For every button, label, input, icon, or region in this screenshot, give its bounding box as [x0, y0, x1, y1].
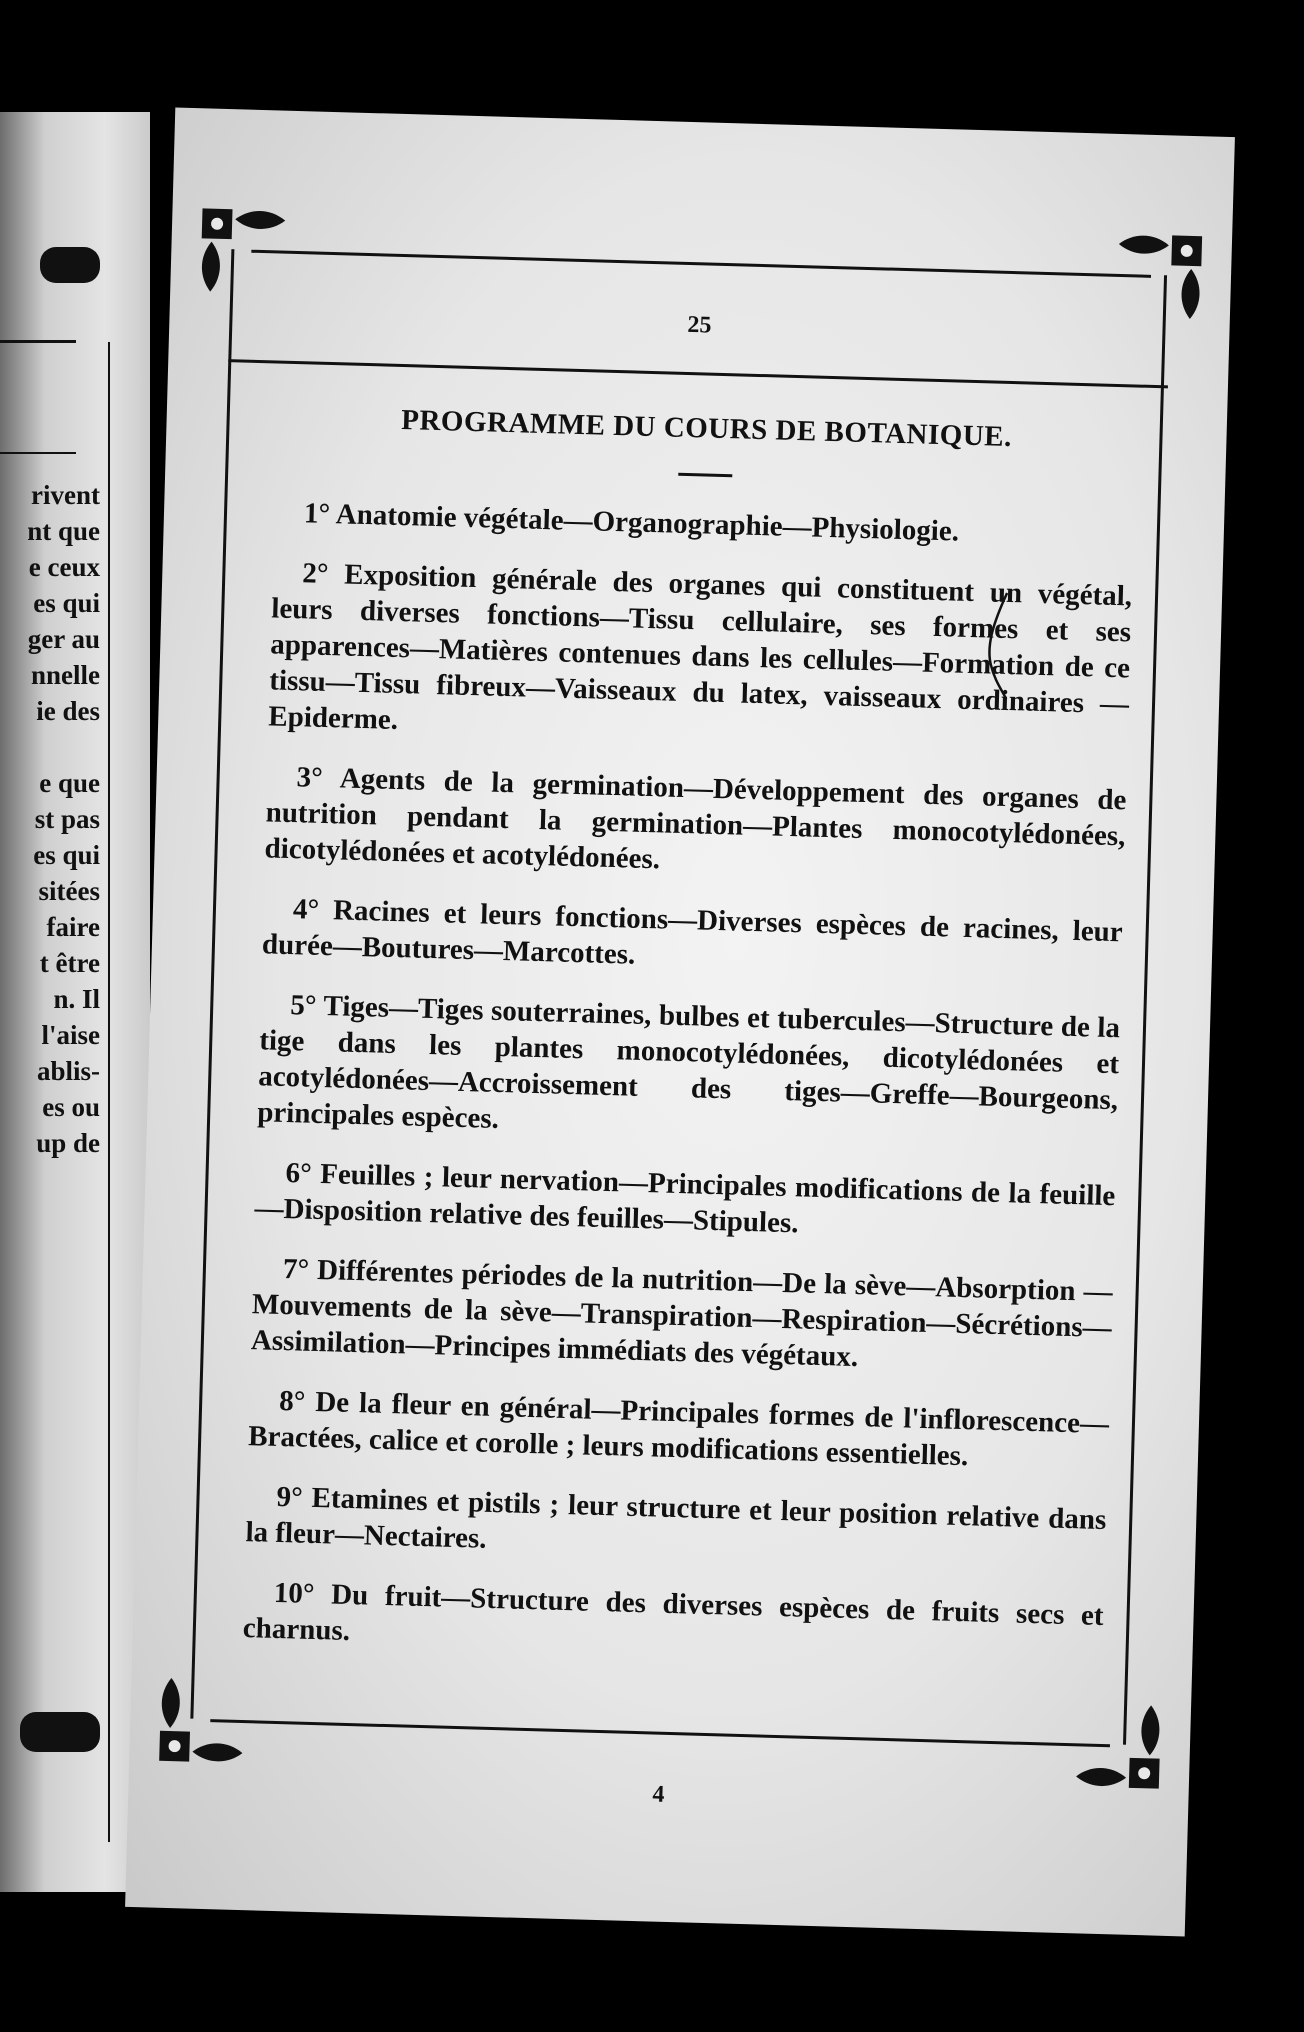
left-page-line: es qui: [33, 840, 100, 870]
left-page-line: st pas: [34, 804, 100, 834]
program-item: 5° Tiges—Tiges souterraines, bulbes et tubercules—Structure de la tige dans les plantes monocotylédonées, dicotylédonées et acotylédonées—Accroissement des tiges—Greffe—Bourgeons, principales espèces.: [256, 989, 1121, 1135]
left-page-line: faire: [46, 912, 100, 942]
left-page-line: up de: [36, 1128, 100, 1158]
book-page: [125, 108, 1235, 1937]
title-rule: [678, 473, 732, 478]
left-page-line: e que: [39, 768, 100, 798]
program-item: 7° Différentes périodes de la nutrition—De la sève—Absorption —Mouvements de la sève—Transpiration—Respiration—Sécrétions—Assimilation—Principes immédiats des végétaux.: [250, 1253, 1114, 1374]
corner-ornament-icon: [1071, 1698, 1163, 1790]
left-page-line: ie des: [36, 696, 100, 726]
page-number: 25: [687, 311, 712, 339]
page-title: PROGRAMME DU COURS DE BOTANIQUE.: [400, 403, 1013, 454]
program-item: 10° Du fruit—Structure des diverses espèces de fruits secs et charnus.: [242, 1576, 1105, 1648]
left-page-line: nt que: [27, 516, 100, 546]
program-item: 8° De la fleur en général—Principales formes de l'inflorescence—Bractées, calice et corolle ; leurs modifications essentielles.: [247, 1384, 1110, 1473]
left-page-line: ablis-: [36, 1056, 100, 1086]
program-item: 4° Racines et leurs fonctions—Diverses espèces de racines, leur durée—Boutures—Marcottes.: [261, 893, 1124, 971]
page-content: [242, 391, 1137, 1695]
left-page-line: l'aise: [41, 1020, 100, 1050]
left-page-line: sitées: [38, 876, 100, 906]
left-page-line: n. Il: [53, 984, 100, 1014]
corner-ornament-icon: [1112, 232, 1204, 324]
left-page-line: [27, 729, 100, 765]
program-item: 2° Exposition générale des organes qui constituent un végétal, leurs diverses fonctions—Tissu cellulaire, ses formes et ses apparences—Matières contenues dans les cellules—Formation de ce tissu—Tissu fibreux—Vaisseaux du latex, vaisseaux ordinaires —Epiderme.: [267, 557, 1133, 737]
corner-ornament-icon: [198, 206, 290, 298]
left-page-line: rivent: [31, 480, 100, 510]
left-page-line: es qui: [33, 588, 100, 618]
left-page-line: es ou: [42, 1092, 100, 1122]
pencil-mark-icon: [982, 590, 1015, 701]
program-item: 3° Agents de la germination—Développement des organes de nutrition pendant la germination—Plantes monocotylédonées, dicotylédonées et acotylédonées.: [264, 761, 1127, 876]
left-page-text: [27, 477, 100, 1161]
left-page-top-rule: [0, 340, 76, 343]
left-page-line: ger au: [27, 624, 100, 654]
left-page-second-rule: [0, 452, 76, 454]
program-item: 1° Anatomie végétale—Organographie—Physiologie.: [303, 497, 960, 548]
signature-mark: 4: [652, 1781, 665, 1808]
program-item: 9° Etamines et pistils ; leur structure et leur position relative dans la fleur—Nectaires.: [245, 1480, 1107, 1555]
left-page-line: nnelle: [30, 660, 100, 690]
program-item: 6° Feuilles ; leur nervation—Principales modifications de la feuille—Disposition relative des feuilles—Stipules.: [254, 1157, 1116, 1240]
left-page-ornament-top-icon: [40, 247, 100, 283]
left-page-ornament-bottom-icon: [20, 1712, 100, 1752]
left-page-line: t être: [39, 948, 100, 978]
left-page-line: e ceux: [28, 552, 100, 582]
corner-ornament-icon: [157, 1673, 249, 1765]
left-facing-page: [0, 112, 150, 1892]
